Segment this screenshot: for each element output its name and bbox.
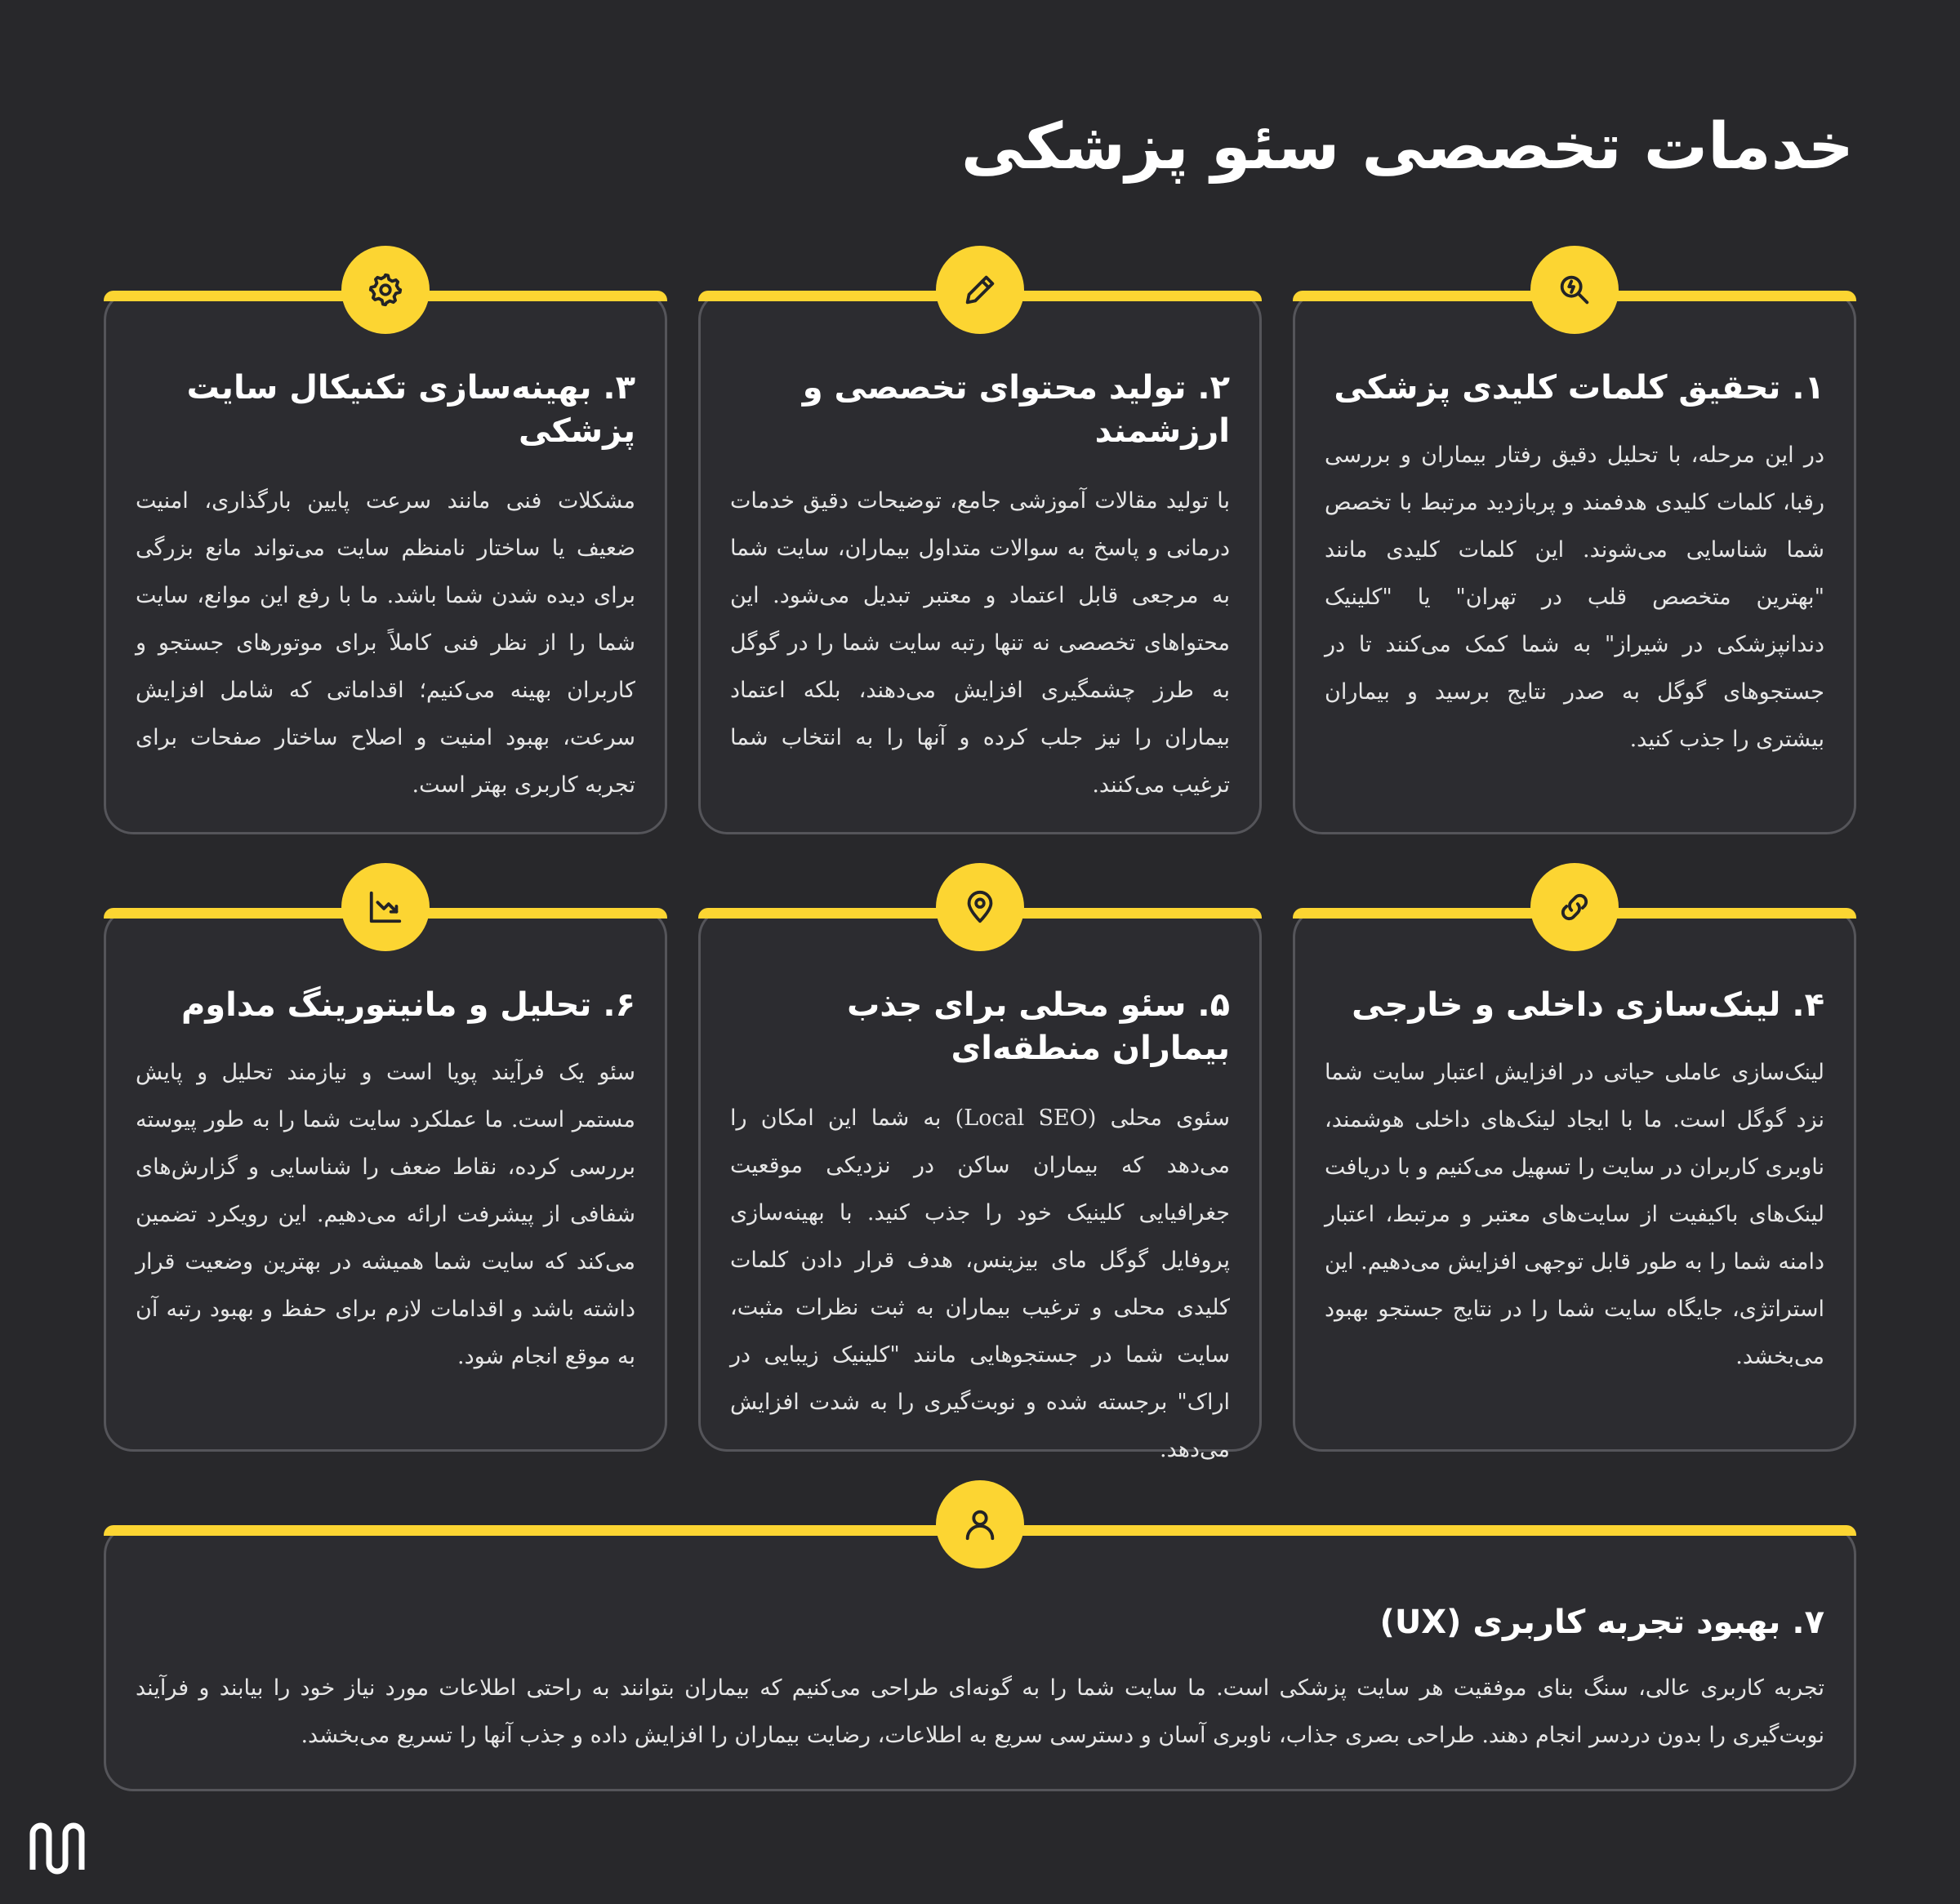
brand-logo-icon [28, 1822, 87, 1875]
card-title: ۱. تحقیق کلمات کلیدی پزشکی [1334, 369, 1824, 407]
service-card-content-production [698, 291, 1262, 834]
service-card-user-experience [104, 1525, 1856, 1791]
card-text: مشکلات فنی مانند سرعت پایین بارگذاری، امنیت ضعیف یا ساختار نامنظم سایت می‌تواند مانع بزرگی برای دیده شدن شما باشد. ما با رفع این موانع، سایت شما را از نظر فنی کاملاً برای موتورهای جستجو و کاربران بهینه می‌کنیم؛ اقداماتی که شامل افزایش سرعت، بهبود امنیت و اصلاح ساختار صفحات برای تجربه کاربری بهتر است. [136, 488, 635, 798]
card-title: ۷. بهبود تجربه کاربری (UX) [1379, 1604, 1824, 1641]
service-card-link-building [1293, 908, 1856, 1452]
card-title: ۶. تحلیل و مانیتورینگ مداوم [180, 986, 635, 1024]
card-title: ۴. لینک‌سازی داخلی و خارجی [1352, 986, 1824, 1024]
card-title: ۲. تولید محتوای تخصصی و ارزشمند [802, 369, 1230, 451]
card-text: تجربه کاربری عالی، سنگ بنای موفقیت هر سایت پزشکی است. ما سایت شما را به گونه‌ای طراحی می‌کنیم که بیماران بتوانند به راحتی اطلاعات مورد نیاز خود را بیابند و فرآیند نوبت‌گیری را بدون دردسر انجام دهند. طراحی بصری جذاب، ناوبری آسان و دسترسی سریع به اطلاعات، رضایت بیماران را افزایش داده و جذب آنها را تسریع می‌بخشد. [136, 1675, 1824, 1748]
service-card-technical-optimization [104, 291, 667, 834]
gear-icon [341, 246, 430, 334]
card-text: با تولید مقالات آموزشی جامع، توضیحات دقیق خدمات درمانی و پاسخ به سوالات متداول بیماران، سایت شما به مرجعی قابل اعتماد و معتبر تبدیل می‌شود. این محتواهای تخصصی نه تنها رتبه سایت شما را در گوگل به طرز چشمگیری افزایش می‌دهند، بلکه اعتماد بیماران را نیز جلب کرده و آنها را به انتخاب شما ترغیب می‌کنند. [730, 488, 1230, 798]
service-card-keyword-research [1293, 291, 1856, 834]
card-text: سئوی محلی (Local SEO) به شما این امکان را می‌دهد که بیماران ساکن در نزدیکی موقعیت جغرافیایی کلینیک خود را جذب کنید. با بهینه‌سازی پروفایل گوگل مای بیزینس، هدف قرار دادن کلمات کلیدی محلی و ترغیب بیماران به ثبت نظرات مثبت، سایت شما در جستجوهایی مانند "کلینیک زیبایی در اراک" برجسته شده و نوبت‌گیری را به شدت افزایش می‌دهد. [730, 1105, 1230, 1462]
card-title: ۵. سئو محلی برای جذب بیماران منطقه‌ای [847, 986, 1230, 1068]
service-card-monitoring [104, 908, 667, 1452]
pencil-icon [936, 246, 1024, 334]
search-icon [1530, 246, 1619, 334]
page-title: خدمات تخصصی سئو پزشکی [960, 110, 1854, 184]
location-pin-icon [936, 863, 1024, 951]
trending-chart-icon [341, 863, 430, 951]
card-text: سئو یک فرآیند پویا است و نیازمند تحلیل و پایش مستمر است. ما عملکرد سایت شما را به طور پیوسته بررسی کرده، نقاط ضعف را شناسایی و گزارش‌های شفافی از پیشرفت ارائه می‌دهیم. این رویکرد تضمین می‌کند که سایت شما همیشه در بهترین وضعیت قرار داشته باشد و اقدامات لازم برای حفظ و بهبود رتبه آن به موقع انجام شود. [136, 1060, 635, 1369]
card-text: لینک‌سازی عاملی حیاتی در افزایش اعتبار سایت شما نزد گوگل است. ما با ایجاد لینک‌های داخلی هوشمند، ناوبری کاربران در سایت را تسهیل می‌کنیم و با دریافت لینک‌های باکیفیت از سایت‌های معتبر و مرتبط، اعتبار دامنه شما را به طور قابل توجهی افزایش می‌دهیم. این استراتژی، جایگاه سایت شما را در نتایج جستجو بهبود می‌بخشد. [1325, 1060, 1824, 1369]
card-text: در این مرحله، با تحلیل دقیق رفتار بیماران و بررسی رقبا، کلمات کلیدی هدفمند و پربازدید مرتبط با تخصص شما شناسایی می‌شوند. این کلمات کلیدی مانند "بهترین متخصص قلب در تهران" یا "کلینیک دندانپزشکی در شیراز" به شما کمک می‌کنند تا در جستجوهای گوگل به صدر نتایج برسید و بیماران بیشتری را جذب کنید. [1325, 443, 1824, 752]
card-title: ۳. بهینه‌سازی تکنیکال سایت پزشکی [186, 369, 635, 451]
user-icon [936, 1480, 1024, 1568]
service-card-local-seo [698, 908, 1262, 1462]
link-icon [1530, 863, 1619, 951]
